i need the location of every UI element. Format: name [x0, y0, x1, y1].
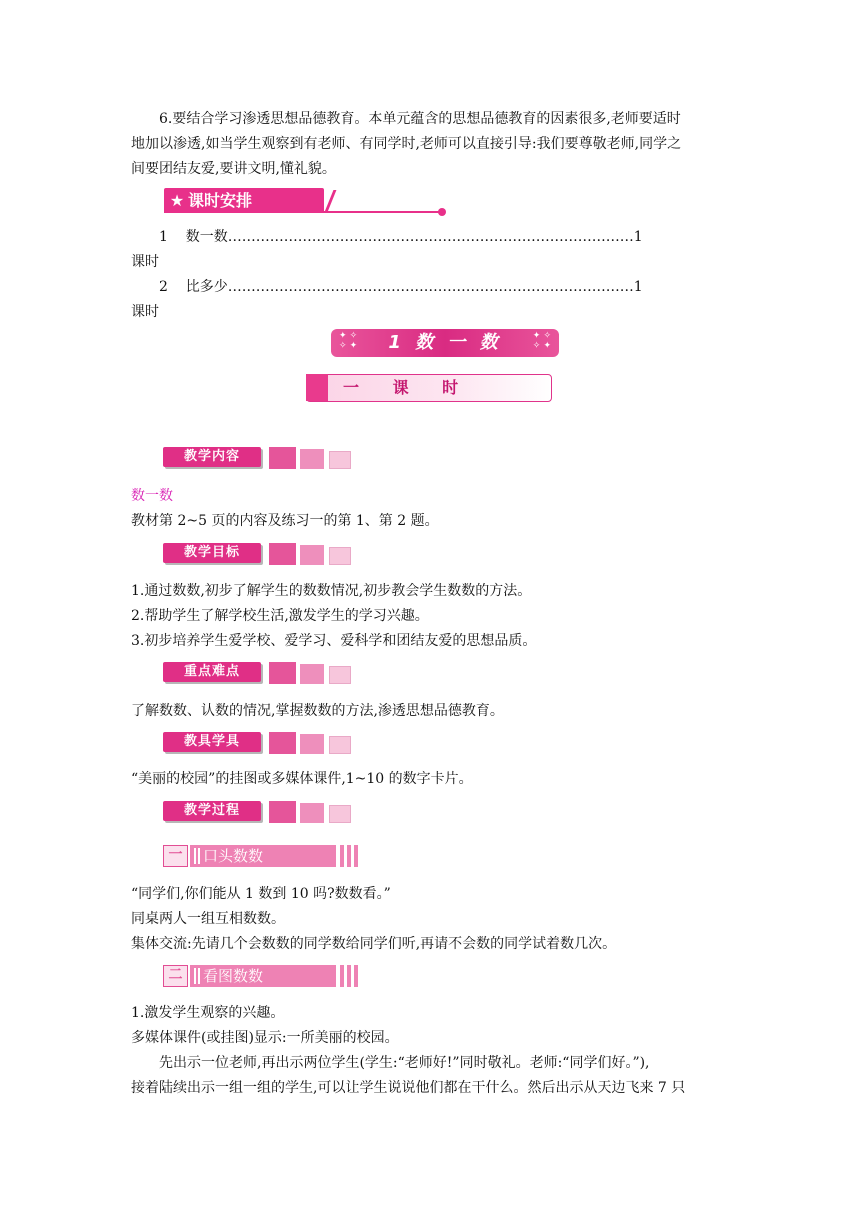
goal-1: 1.通过数数,初步了解学生的数数情况,初步教会学生数数的方法。: [131, 583, 532, 599]
schedule-item-1-unit: 课时: [131, 254, 159, 270]
stars-right-icon: ✦ ✧ ✧ ✦: [532, 331, 551, 351]
goal-2: 2.帮助学生了解学校生活,激发学生的学习兴趣。: [131, 608, 429, 624]
step-2-line-2: 多媒体课件(或挂图)显示:一所美丽的校园。: [131, 1030, 399, 1046]
lesson-title: 一 课 时: [343, 378, 473, 397]
goal-3: 3.初步培养学生爱学校、爱学习、爱科学和团结友爱的思想品质。: [131, 633, 537, 649]
step-2-line-1: 1.激发学生观察的兴趣。: [131, 1005, 285, 1021]
schedule-banner: [164, 188, 449, 216]
step-2-title: 看图数数: [203, 967, 264, 985]
intro-line-2: 地加以渗透,如当学生观察到有老师、有同学时,老师可以直接引导:我们要尊敬老师,同学之: [131, 136, 682, 152]
keypoints-text: 了解数数、认数的情况,掌握数数的方法,渗透思想品德教育。: [131, 703, 504, 719]
schedule-title: 课时安排: [188, 191, 253, 210]
step-1-bar: 一 口头数数: [163, 845, 363, 867]
step-2-para-2: 接着陆续出示一组一组的学生,可以让学生说说他们都在干什么。然后出示从天边飞来 7 只: [131, 1080, 686, 1096]
step-1-line-3: 集体交流:先请几个会数数的同学数给同学们听,再请不会数的同学试着数几次。: [131, 936, 617, 952]
content-topic: 数一数: [131, 488, 173, 504]
step-1-title: 口头数数: [203, 847, 264, 865]
step-1-line-1: “同学们,你们能从 1 数到 10 吗?数数看。”: [131, 886, 391, 902]
tools-text: “美丽的校园”的挂图或多媒体课件,1~10 的数字卡片。: [131, 771, 473, 787]
banner-dot-icon: [438, 208, 446, 216]
lesson-banner: [306, 374, 552, 402]
content-text: 教材第 2~5 页的内容及练习一的第 1、第 2 题。: [131, 513, 439, 529]
stars-left-icon: ✦ ✧ ✧ ✦: [339, 331, 358, 351]
intro-line-1: 6.要结合学习渗透思想品德教育。本单元蕴含的思想品德教育的因素很多,老师要适时: [159, 111, 681, 127]
step-2-para-1: 先出示一位老师,再出示两位学生(学生:“老师好!”同时敬礼。老师:“同学们好。”),: [159, 1055, 650, 1071]
star-icon: ★: [169, 191, 185, 210]
schedule-item-2-unit: 课时: [131, 304, 159, 320]
schedule-item-1: 1 数一数……………………………………………………………………………1: [159, 229, 643, 245]
step-1-line-2: 同桌两人一组互相数数。: [131, 911, 285, 927]
step-2-bar: 二 看图数数: [163, 965, 363, 987]
chapter-title: ✦ ✧ ✧ ✦ 1 数 一 数 ✦ ✧ ✧ ✦: [331, 329, 559, 357]
schedule-item-2: 2 比多少……………………………………………………………………………1: [159, 279, 643, 295]
intro-line-3: 间要团结友爱,要讲文明,懂礼貌。: [131, 161, 336, 177]
